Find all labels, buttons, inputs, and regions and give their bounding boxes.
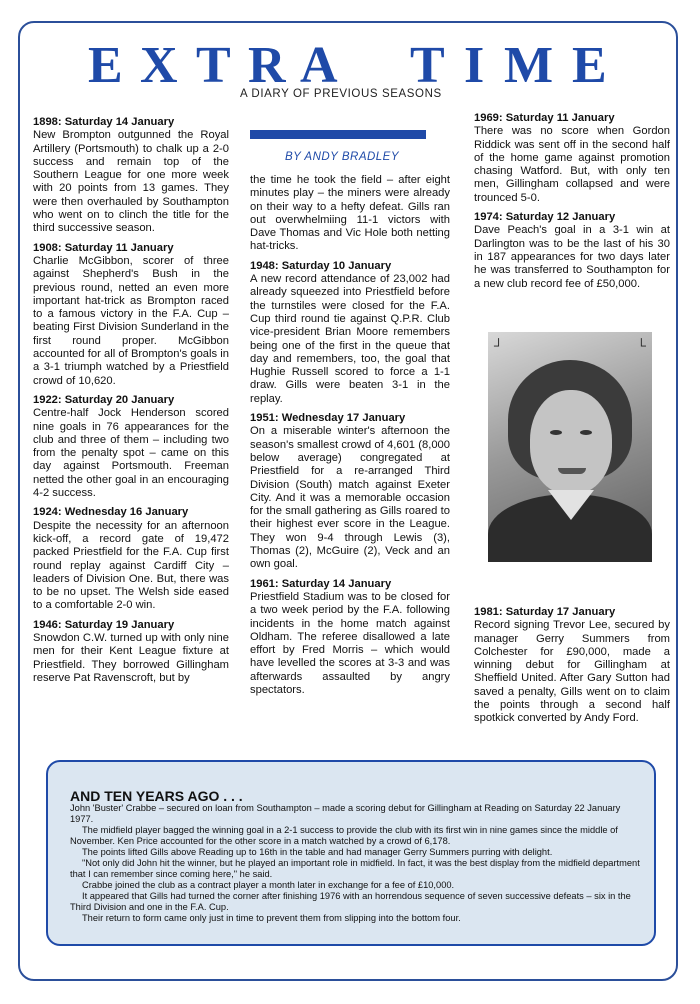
diary-entry [474,606,670,726]
box-paragraph: It appeared that Gills had turned the corner after finishing 1976 with an horrendous sequence of seven successive defeats – six in the Third Division and one in the F.A. Cup. [70,891,631,912]
entry-body: Despite the necessity for an afternoon kick-off, a record gate of 19,472 packed Priestfield for the F.A. Cup first round replay against Cardiff City – leaders of Division One. But, there was to be no upset. The Welsh side eased to a comfortable 2-0 win. [33,519,229,612]
entry-heading: 1948: Saturday 10 January [250,259,392,272]
diary-entry [33,394,229,500]
box-paragraph: John 'Buster' Crabbe – secured on loan from Southampton – made a scoring debut for Gillingham at Reading on Saturday 22 January 1977. [70,803,621,824]
title-letter: E [88,37,123,94]
entry-body: There was no score when Gordon Riddick was sent off in the second half of the home game against promotion chasing Watford. But, with only ten men, Gillingham collapsed and were trounced 5-0. [474,125,670,204]
entry-heading: 1981: Saturday 17 January [474,606,616,618]
photo-mouth [558,468,586,474]
box-paragraph: The midfield player bagged the winning goal in a 2-1 success to provide the club with its first win in nine games since the middle of November. Ken Price accounted for the other score in a match watched by a crowd of 6,178. [70,825,618,846]
diary-entry [250,260,450,406]
entry-heading: 1974: Saturday 12 January [474,211,616,224]
page-subtitle: A DIARY OF PREVIOUS SEASONS [240,88,442,100]
photo-face [530,390,612,494]
box-paragraph: Their return to form came only just in time to prevent them from slipping into the bottom four. [82,913,461,923]
entry-heading: 1908: Saturday 11 January [33,241,174,254]
entry-body: the time he took the field – after eight minutes play – the miners were already on their way to a hefty defeat. Gills ran out overwhelmiing 11-1 victors with Dave Thomas and Vic Hole both netting hat-tricks. [250,174,450,253]
diary-entry [250,578,450,698]
title-letter: T [196,37,231,94]
crop-mark-icon: └ [636,338,646,353]
title-letter: T [410,37,445,94]
diary-entry [33,116,229,236]
title-letter: M [504,37,554,94]
box-paragraph: "Not only did John hit the winner, but he played an important role in midfield. In fact, it was the best display from the midfield department that I can remember since coming here," he said. [70,858,640,879]
crop-mark-icon: ┘ [494,338,504,353]
entry-body: On a miserable winter's afternoon the season's smallest crowd of 4,601 (8,000 below average) congregated at Priestfield for a re-arranged Third Division (South) match against Exeter City. And it was a memorable occasion for the small gathering as Gills roared to their highest ever score in the League. They won 9-4 through Lewis (3), Thomas (2), McGuire (2), Veck and an own goal. [250,425,450,571]
entry-body: Centre-half Jock Henderson scored nine goals in 76 appearances for the club and three of them – including two from the penalty spot – came on this day against Portsmouth. Freeman netted the other goal in an encouraging 4-2 success. [33,407,229,500]
diary-entry [474,112,670,205]
diary-entry [250,412,450,572]
column-right [474,112,670,297]
accent-bar [250,130,426,139]
entry-heading: 1922: Saturday 20 January [33,393,175,406]
diary-entry [474,211,670,291]
box-paragraph: Crabbe joined the club as a contract player a month later in exchange for a fee of £10,000. [82,880,455,890]
box-paragraph: The points lifted Gills above Reading up to 16th in the table and had manager Gerry Summers purring with delight. [82,847,553,857]
box-body [70,803,640,924]
column-right-lower [474,606,670,732]
photo-eye [580,430,592,435]
byline: BY ANDY BRADLEY [285,151,400,163]
entry-body: Priestfield Stadium was to be closed for a two week period by the F.A. following incidents in the home match against Oldham. The referee disallowed a late effort by Fred Morris – which would have levelled the scores at 3-3 and was afterwards assaulted by angry spectators. [250,590,450,696]
entry-heading: 1961: Saturday 14 January [250,577,392,590]
entry-heading: 1898: Saturday 14 January [33,116,175,128]
entry-body: Charlie McGibbon, scorer of three against Shepherd's Bush in the previous round, netted an even more important hat-trick as Brompton raced to a famous victory in the F.A. Cup – beating First Division Sunderland in the first round proper. McGibbon accounted for all of Brompton's goals in a 3-1 triumph watched by a Priestfield crowd of 10,620. [33,254,229,387]
diary-entry [33,242,229,388]
entry-body: New Brompton outgunned the Royal Artillery (Portsmouth) to chalk up a 2-0 success and remain top of the Southern League for one more week with 20 points from 13 games. They were then overhauled by Southampton who went on to clinch the title for the third successive season. [33,129,229,235]
column-left [33,116,229,691]
column-middle [250,174,450,703]
entry-body: Record signing Trevor Lee, secured by manager Gerry Summers from Colchester for £90,000, made a winning debut for Gillingham at Sheffield United. After Gary Sutton had saved a penalty, Gills went on to claim the points through a second half spotkick converted by Andy Ford. [474,619,670,725]
title-letter: A [300,37,338,94]
box-title: AND TEN YEARS AGO . . . [70,788,243,804]
player-photo [488,332,652,562]
entry-body: Snowdon C.W. turned up with only nine men for their Kent League fixture at Priestfield. They borrowed Gillingham reserve Pat Ravenscroft, but by [33,631,229,684]
diary-entry [33,619,229,685]
entry-heading: 1924: Wednesday 16 January [33,506,189,519]
title-letter: R [248,37,286,94]
title-letter: I [464,37,485,94]
entry-body: Dave Peach's goal in a 3-1 win at Darlington was to be the last of his 30 in 187 appearances for two days later he was transferred to Southampton for a new club record fee of £50,000. [474,224,670,290]
title-letter: X [140,37,178,94]
entry-heading: 1969: Saturday 11 January [474,112,615,124]
ten-years-ago-box [46,760,656,946]
photo-eye [550,430,562,435]
entry-heading: 1946: Saturday 19 January [33,618,175,631]
title-letter: E [572,37,607,94]
entry-heading: 1951: Wednesday 17 January [250,412,406,425]
entry-body: A new record attendance of 23,002 had already squeezed into Priestfield before the turnstiles were closed for the F.A. Cup third round tie against Q.P.R. Club vice-president Brian Moore remembers being one of the first in the queue that day and remembers, too, the goal that Hughie Russell scored to force a 1-1 draw. Gills were beaten 3-1 in the replay. [250,273,450,405]
diary-entry [250,174,450,254]
diary-entry [33,506,229,612]
